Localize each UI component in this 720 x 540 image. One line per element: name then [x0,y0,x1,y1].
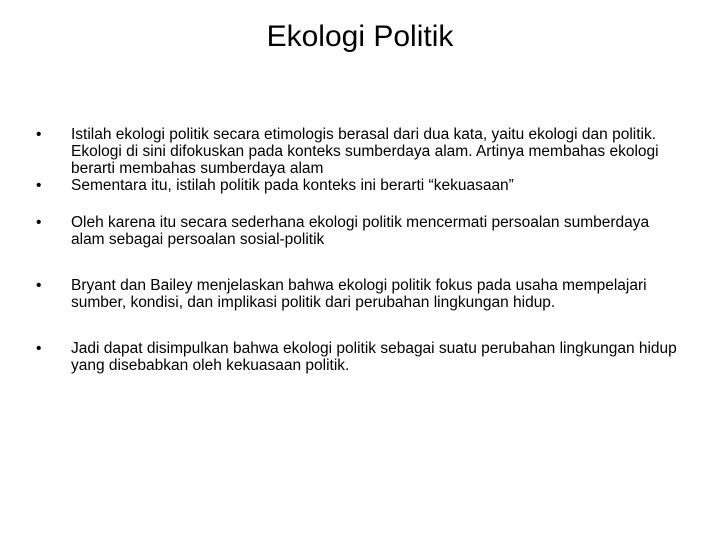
slide-title: Ekologi Politik [266,20,454,53]
bullet-item: • Istilah ekologi politik secara etimologis berasal dari dua kata, yaitu ekologi dan politik. Ekologi di sini difokuskan pada konteks sumberdaya alam. Artinya membahas ekologi berarti membahas sumberdaya alam [36,126,686,177]
bullet-list [36,126,686,374]
bullet-item: • Sementara itu, istilah politik pada konteks ini berarti “kekuasaan” [36,177,686,194]
bullet-item: • Bryant dan Bailey menjelaskan bahwa ekologi politik fokus pada usaha mempelajari sumber, kondisi, dan implikasi politik dari perubahan lingkungan hidup. [36,277,686,311]
bullet-item: • Jadi dapat disimpulkan bahwa ekologi politik sebagai suatu perubahan lingkungan hidup yang disebabkan oleh kekuasaan politik. [36,340,686,374]
bullet-item: • Oleh karena itu secara sederhana ekologi politik mencermati persoalan sumberdaya alam sebagai persoalan sosial-politik [36,214,686,248]
